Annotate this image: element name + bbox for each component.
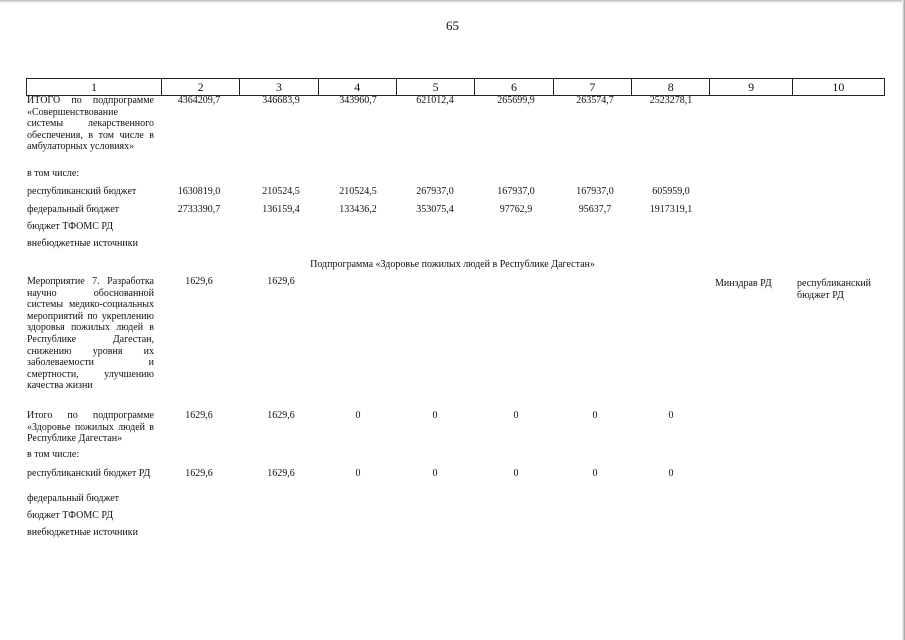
block1-row-label: федеральный бюджет <box>27 204 120 215</box>
block1-row-value: 97762,9 <box>499 204 533 215</box>
block1-row-value: 605959,0 <box>652 186 690 197</box>
block1-value: 346683,9 <box>262 95 300 106</box>
block2-row-label: бюджет ТФОМС РД <box>27 510 114 521</box>
block2-title: Итого по подпрограмме «Здоровье пожилых людей в Республике Дагестан» <box>27 410 154 445</box>
block1-value: 4364209,7 <box>177 95 221 106</box>
measure7-source: республиканский бюджет РД <box>797 278 872 301</box>
block2-value: 0 <box>355 410 361 421</box>
block1-row-value: 167937,0 <box>576 186 614 197</box>
block1-row-value: 1630819,0 <box>177 186 221 197</box>
block1-row-value: 210524,5 <box>262 186 300 197</box>
block2-row-value: 0 <box>432 468 438 479</box>
block2-row-value: 0 <box>592 468 598 479</box>
block1-row-value: 2733390,7 <box>177 204 221 215</box>
subprogram-title: Подпрограмма «Здоровье пожилых людей в Республике Дагестан» <box>310 259 595 270</box>
block1-row-value: 210524,5 <box>339 186 377 197</box>
block2-row-label: федеральный бюджет <box>27 493 120 504</box>
block1-row-value: 1917319,1 <box>649 204 693 215</box>
header-col-8: 8 <box>632 79 710 95</box>
block1-title: ИТОГО по подпрограмме «Совершенствование системы лекарственного обеспечения, в том числе в амбулаторных условиях» <box>27 95 154 153</box>
block1-in-that-number: в том числе: <box>27 168 80 179</box>
block2-value: 1629,6 <box>267 410 295 421</box>
block1-row-value: 95637,7 <box>578 204 612 215</box>
header-col-6: 6 <box>475 79 553 95</box>
block2-value: 0 <box>513 410 519 421</box>
block1-row-value: 267937,0 <box>416 186 454 197</box>
measure7-executor: Минздрав РД <box>715 278 772 289</box>
header-col-7: 7 <box>554 79 632 95</box>
page-top-edge <box>0 0 905 3</box>
block1-value: 265699,9 <box>497 95 535 106</box>
block2-row-value: 1629,6 <box>185 468 213 479</box>
block1-row-label: внебюджетные источники <box>27 238 138 249</box>
block1-row-value: 353075,4 <box>416 204 454 215</box>
page-number: 65 <box>446 18 459 33</box>
block2-row-label: внебюджетные источники <box>27 527 138 538</box>
block1-value: 2523278,1 <box>649 95 693 106</box>
header-col-9: 9 <box>710 79 792 95</box>
block2-row-value: 0 <box>355 468 361 479</box>
block2-row-value: 1629,6 <box>267 468 295 479</box>
header-col-2: 2 <box>162 79 240 95</box>
header-col-3: 3 <box>240 79 318 95</box>
block1-row-value: 136159,4 <box>262 204 300 215</box>
header-col-4: 4 <box>319 79 397 95</box>
header-col-5: 5 <box>397 79 475 95</box>
block2-value: 0 <box>592 410 598 421</box>
measure7-value: 1629,6 <box>185 276 213 287</box>
block1-value: 621012,4 <box>416 95 454 106</box>
block1-value: 263574,7 <box>576 95 614 106</box>
block1-row-value: 167937,0 <box>497 186 535 197</box>
block1-value: 343960,7 <box>339 95 377 106</box>
block2-value: 0 <box>432 410 438 421</box>
measure7-text: Мероприятие 7. Разработка научно обоснованной системы медико-социальных мероприятий по укреплению здоровья пожилых людей в Республике Дагестан, снижению уровня их заболеваемости и смертности, улучшению качества жизни <box>27 276 154 392</box>
measure7-value: 1629,6 <box>267 276 295 287</box>
table-header <box>26 78 885 96</box>
block1-row-label: республиканский бюджет <box>27 186 137 197</box>
block2-row-value: 0 <box>668 468 674 479</box>
block2-row-value: 0 <box>513 468 519 479</box>
block1-row-label: бюджет ТФОМС РД <box>27 221 114 232</box>
block2-value: 1629,6 <box>185 410 213 421</box>
header-col-1: 1 <box>27 79 162 95</box>
block2-value: 0 <box>668 410 674 421</box>
block2-row-label: республиканский бюджет РД <box>27 468 151 479</box>
block2-in-that-number: в том числе: <box>27 449 80 460</box>
block1-row-value: 133436,2 <box>339 204 377 215</box>
header-col-10: 10 <box>793 79 885 95</box>
